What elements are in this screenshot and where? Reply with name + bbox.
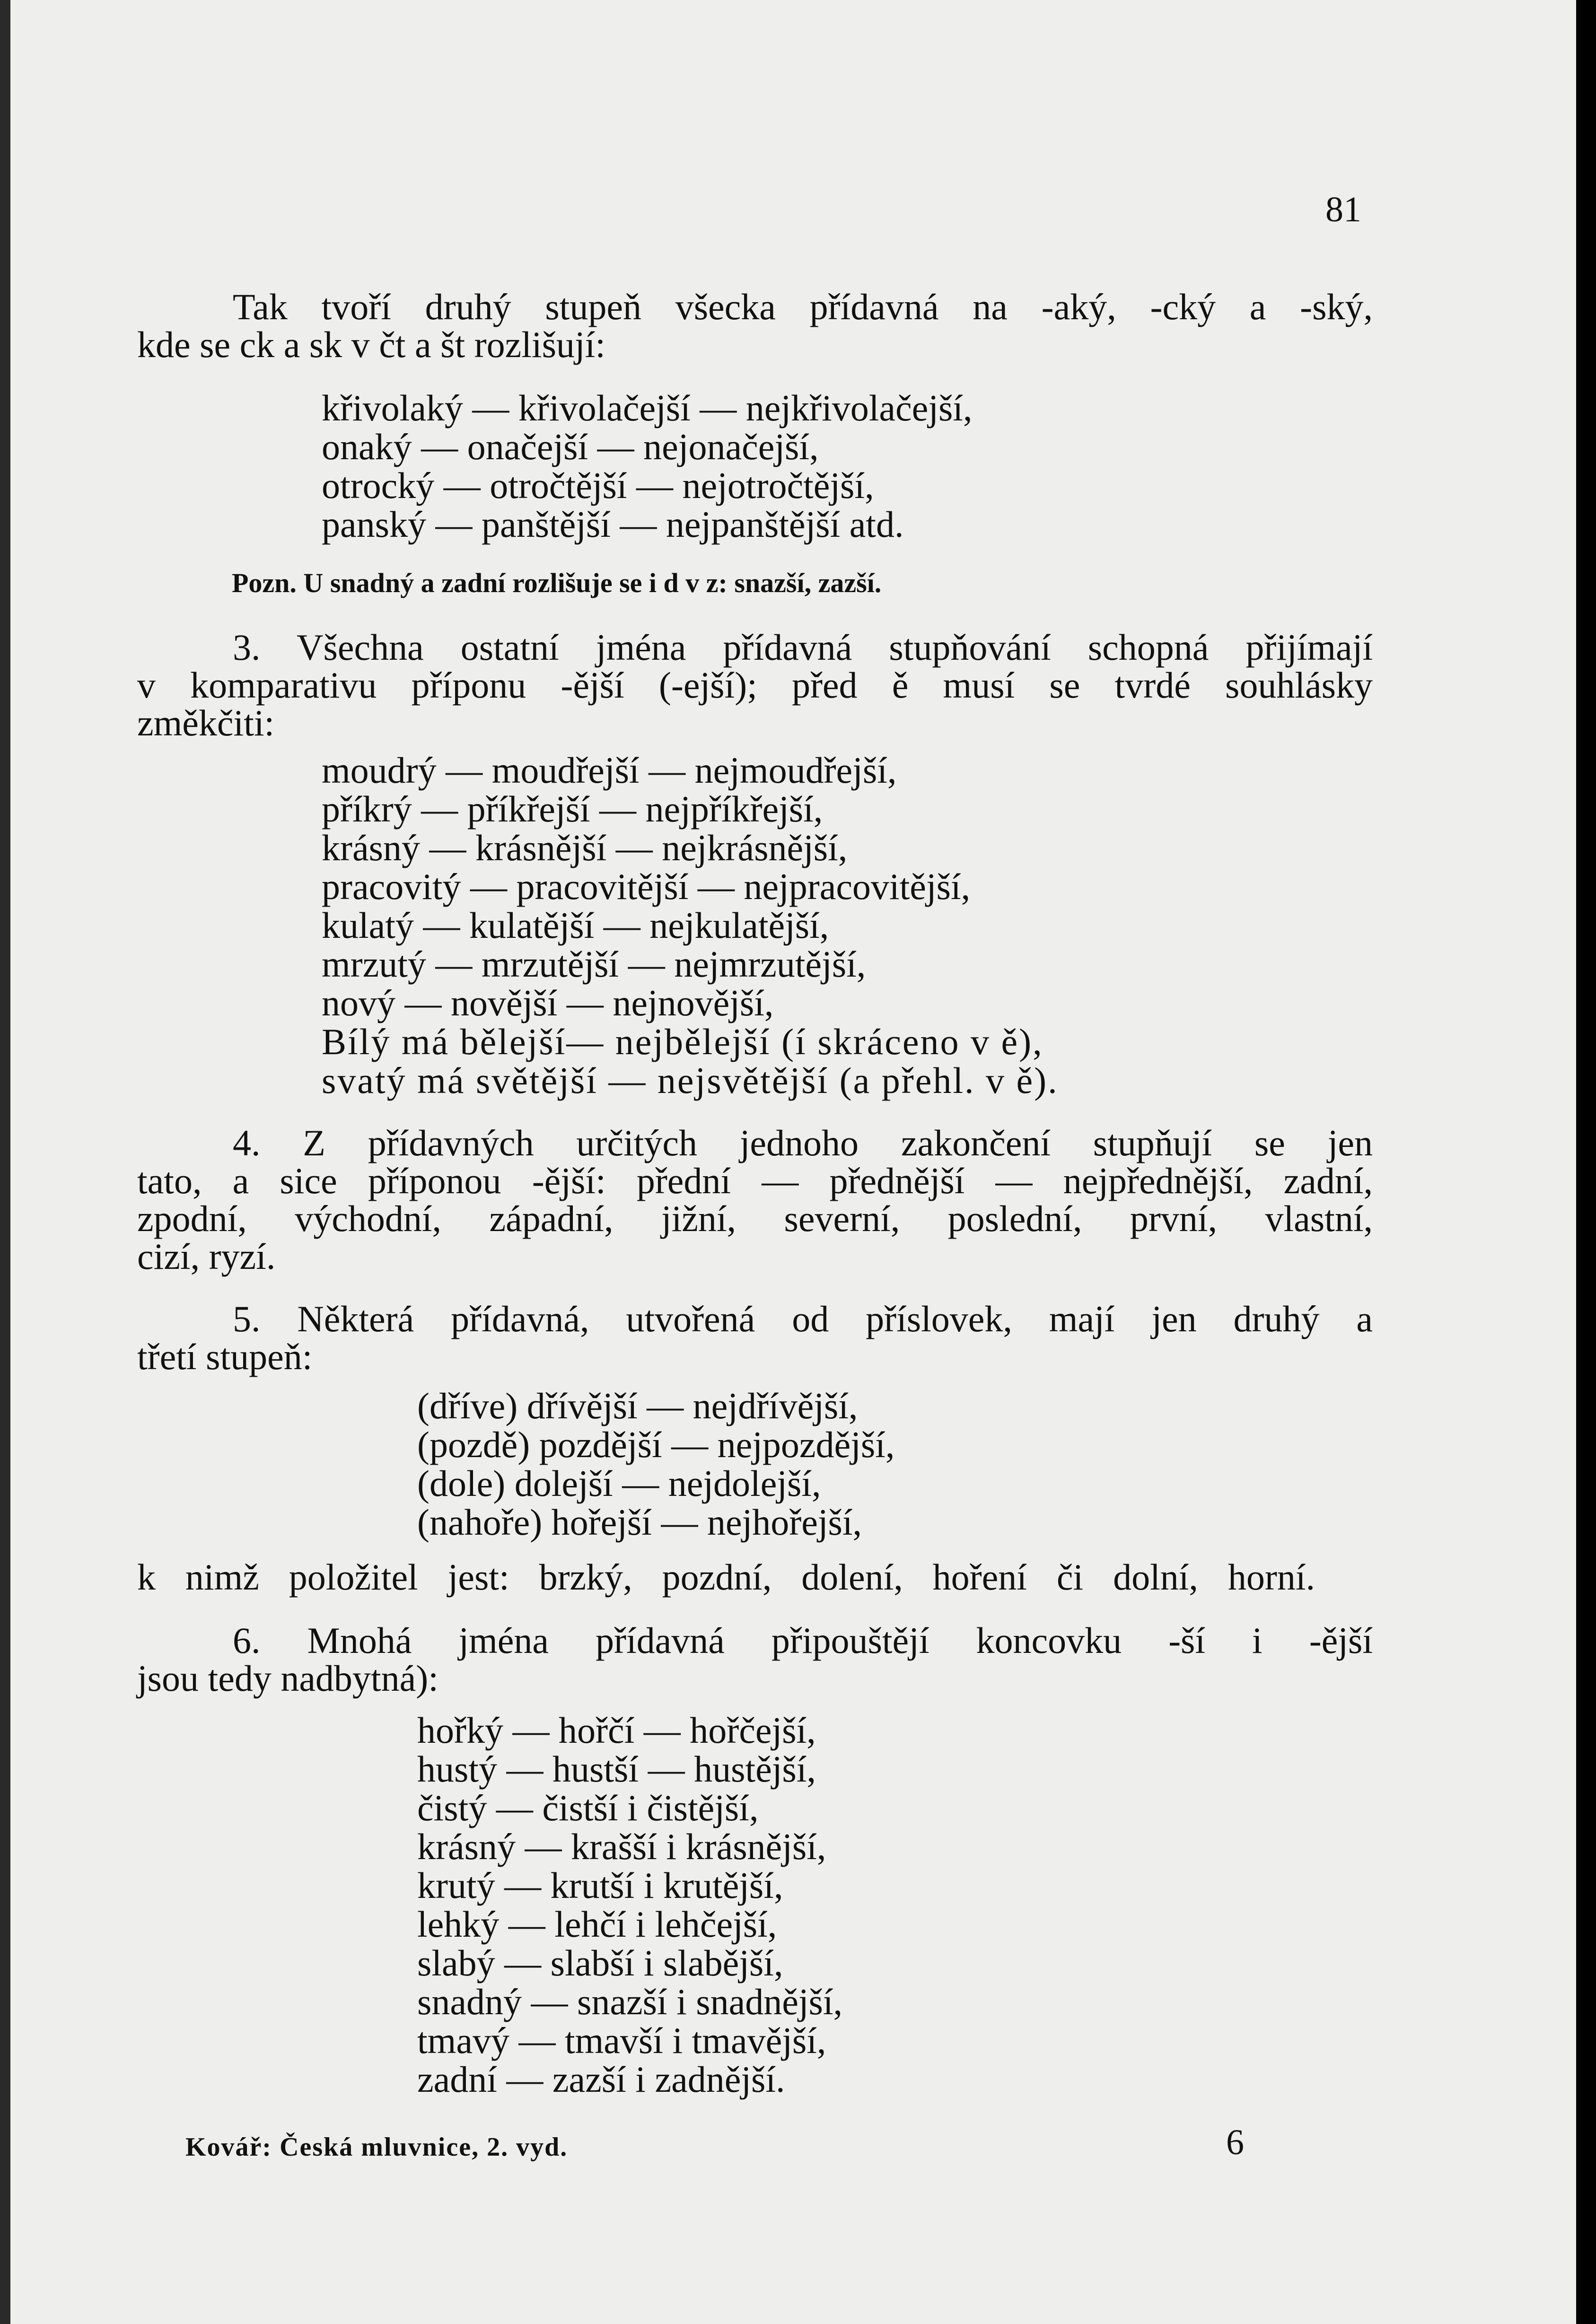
footer-citation: Kovář: Česká mluvnice, 2. vyd. (185, 2132, 568, 2162)
text-line-14: jsou tedy nadbytná): (137, 1658, 438, 1699)
list-line-27: zadní — zazší i zadnější. (417, 2059, 785, 2100)
footer-signature-mark: 6 (1226, 2123, 1244, 2162)
list-line-12: Bílý má bělejší— nejbělejší (í skráceno v ě), (322, 1021, 1044, 1062)
text-line-11: třetí stupeň: (137, 1336, 313, 1377)
book-page (10, 0, 1576, 2324)
list-line-21: krásný — krašší i krásnější, (417, 1826, 826, 1867)
list-line-24: slabý — slabší i slabější, (417, 1942, 783, 1983)
list-line-25: snadný — snazší i snadnější, (417, 1981, 843, 2022)
text-line-8: zpodní, východní, západní, jižní, severní, poslední, první, vlastní, (137, 1198, 1373, 1239)
list-line-11: nový — novější — nejnovější, (322, 982, 774, 1023)
list-line-18: hořký — hořčí — hořčejší, (417, 1710, 816, 1751)
text-line-13: 6. Mnohá jména přídavná připouštějí koncovku -ší i -ější (233, 1620, 1373, 1661)
text-line-5: změkčiti: (137, 702, 275, 743)
list-line-1: křivolaký — křivolačejší — nejkřivolačejší, (322, 387, 973, 428)
text-line-10: 5. Některá přídavná, utvořená od příslovek, mají jen druhý a (233, 1298, 1373, 1339)
list-line-20: čistý — čistší i čistější, (417, 1787, 759, 1828)
page-number: 81 (1325, 190, 1361, 229)
list-line-15: (pozdě) pozdější — nejpozdější, (417, 1424, 895, 1465)
scan-left-edge (0, 0, 10, 2324)
list-line-6: příkrý — příkřejší — nejpříkřejší, (322, 788, 823, 830)
list-line-3: otrocký — otročtější — nejotročtější, (322, 465, 874, 506)
list-line-26: tmavý — tmavší i tmavější, (417, 2020, 826, 2061)
text-line-7: tato, a sice příponou -ější: přední — přednější — nejpřednější, zadní, (137, 1160, 1373, 1201)
list-line-13: svatý má světější — nejsvětější (a přehl. v ě). (322, 1060, 1059, 1101)
list-line-10: mrzutý — mrzutější — nejmrzutější, (322, 944, 866, 985)
list-line-2: onaký — onačejší — nejonačejší, (322, 426, 819, 467)
text-line-2: kde se ck a sk v čt a št rozlišují: (137, 324, 605, 365)
note-line: Pozn. U snadný a zadní rozlišuje se i d v z: snazší, zazší. (232, 568, 882, 598)
list-line-7: krásný — krásnější — nejkrásnější, (322, 827, 848, 868)
list-line-16: (dole) dolejší — nejdolejší, (417, 1463, 821, 1504)
list-line-8: pracovitý — pracovitější — nejpracovitější, (322, 866, 971, 907)
text-line-4: v komparativu příponu -ější (-ejší); před ě musí se tvrdé souhlásky (137, 664, 1373, 706)
text-line-12: k nimž položitel jest: brzký, pozdní, dolení, hoření či dolní, horní. (137, 1556, 1315, 1598)
list-line-14: (dříve) dřívější — nejdřívější, (417, 1385, 858, 1426)
text-line-6: 4. Z přídavných určitých jednoho zakončení stupňují se jen (233, 1122, 1373, 1163)
scan-right-edge (1576, 0, 1596, 2324)
text-line-9: cizí, ryzí. (137, 1236, 276, 1277)
list-line-19: hustý — hustší — hustější, (417, 1748, 816, 1790)
list-line-4: panský — panštější — nejpanštější atd. (322, 504, 904, 545)
list-line-22: krutý — krutší i krutější, (417, 1865, 783, 1906)
list-line-5: moudrý — moudřejší — nejmoudřejší, (322, 750, 897, 791)
text-line-3: 3. Všechna ostatní jména přídavná stupňování schopná přijímají (233, 627, 1373, 668)
text-line-1: Tak tvoří druhý stupeň všecka přídavná na -aký, -cký a -ský, (233, 286, 1373, 327)
list-line-17: (nahoře) hořejší — nejhořejší, (417, 1502, 862, 1543)
list-line-23: lehký — lehčí i lehčejší, (417, 1904, 777, 1945)
list-line-9: kulatý — kulatější — nejkulatější, (322, 905, 829, 946)
